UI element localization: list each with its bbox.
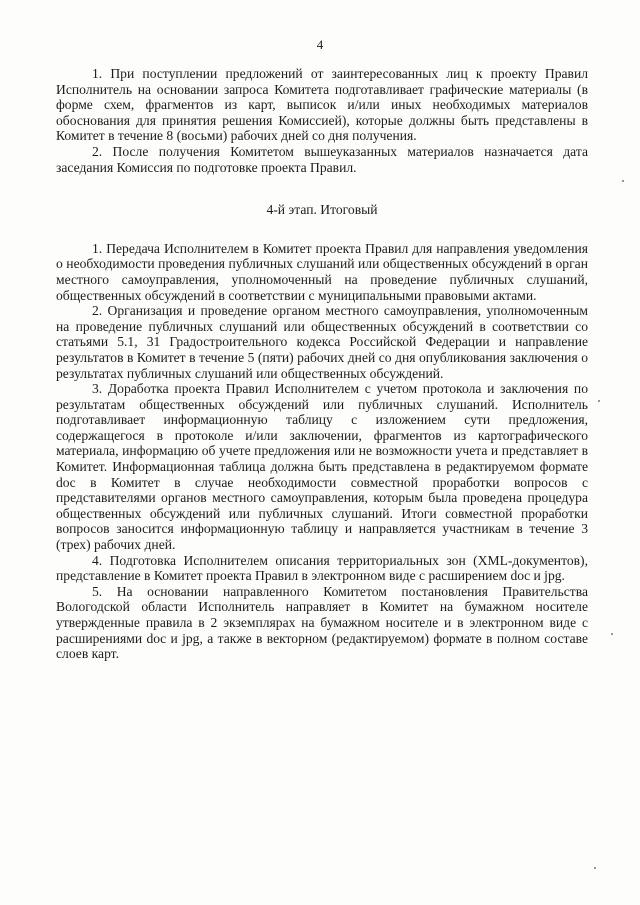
section-heading-stage-4: 4-й этап. Итоговый bbox=[266, 202, 378, 218]
scan-speck bbox=[594, 867, 596, 869]
paragraph-stage4-item-5: 5. На основании направленного Комитетом постановления Правительства Вологодской области Исполнитель направляет в Комитет на бумажном носителе утвержденные правила в 2 экземплярах на бумажном носителе и в электронном виде с расширениями doc и jpg, а также в векторном (редактируемом) формате в полном составе слоев карт. bbox=[56, 583, 588, 662]
paragraph-stage3-item-2: 2. После получения Комитетом вышеуказанных материалов назначается дата заседания Комиссия по подготовке проекта Правил. bbox=[56, 143, 588, 175]
scan-speck bbox=[598, 400, 600, 402]
page-number: 4 bbox=[316, 37, 324, 52]
document-body bbox=[56, 66, 588, 662]
scan-speck bbox=[622, 180, 624, 182]
paragraph-stage4-item-1: 1. Передача Исполнителем в Комитет проекта Правил для направления уведомления о необходимости проведения публичных слушаний или общественных обсуждений в орган местного самоуправления, уполномоченный на проведение публичных слушаний, общественных обсуждений в соответствии с муниципальными правовыми актами. bbox=[56, 240, 588, 303]
paragraph-stage3-item-1: 1. При поступлении предложений от заинтересованных лиц к проекту Правил Исполнитель на основании запроса Комитета подготавливает графические материалы (в форме схем, фрагментов из карт, выписок и/или иных необходимых материалов обоснования для принятия решения Комиссией), которые должны быть представлены в Комитет в течение 8 (восьми) рабочих дней со дня получения. bbox=[56, 66, 588, 144]
paragraph-stage4-item-2: 2. Организация и проведение органом местного самоуправления, уполномоченным на проведение публичных слушаний или общественных обсуждений в соответствии со статьями 5.1, 31 Градостроительного кодекса Российской Федерации и направление результатов в Комитет в течение 5 (пяти) рабочих дней со дня опубликования заключения о результатах публичных слушаний или общественных обсуждений. bbox=[56, 303, 588, 381]
scan-speck bbox=[611, 633, 613, 635]
paragraph-stage4-item-4: 4. Подготовка Исполнителем описания территориальных зон (XML-документов), представление в Комитет проекта Правил в электронном виде с расширением doc и jpg. bbox=[56, 552, 588, 584]
paragraph-stage4-item-3: 3. Доработка проекта Правил Исполнителем с учетом протокола и заключения по результатам общественных обсуждений или публичных слушаний. Исполнитель подготавливает информационную таблицу с изложением сути предложения, содержащегося в протоколе и/или заключении, фрагментов из картографического материала, информацию об учете предложения или не возможности учета и представляет в Комитет. Информационная таблица должна быть представлена в редактируемом формате doc в Комитет в случае необходимости совместной проработки вопросов с представителями органов местного самоуправления, которым была проведена процедура общественных обсуждений или публичных слушаний. Итоги совместной проработки вопросов заносится информационную таблицу и направляется участникам в течение 3 (трех) рабочих дней. bbox=[56, 381, 588, 553]
